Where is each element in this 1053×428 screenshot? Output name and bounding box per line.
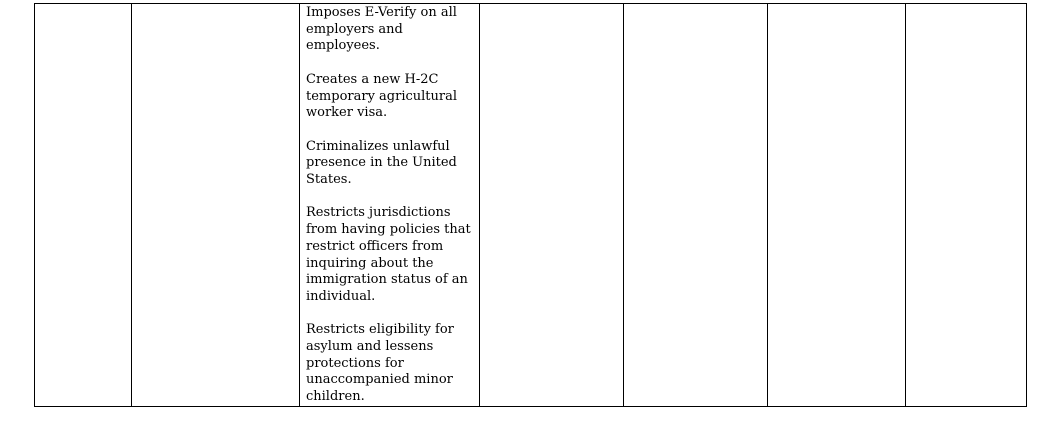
- provision-paragraph-everify: Imposes E-Verify on all employers and employees.: [306, 5, 457, 54]
- table-cell-col6: [768, 4, 906, 407]
- cell-text-block: [300, 4, 479, 406]
- provision-paragraph-jurisdictions: Restricts jurisdictions from having policies that restrict officers from inquiring about the immigration status of an individual.: [306, 205, 471, 304]
- provision-paragraph-unlawful-presence: Criminalizes unlawful presence in the United States.: [306, 138, 457, 187]
- table-cell-col3: [300, 4, 480, 407]
- table-cell-col5: [624, 4, 768, 407]
- table-row: [35, 4, 1027, 407]
- table-cell-col2: [132, 4, 300, 407]
- table-cell-col4: [480, 4, 624, 407]
- document-table: [34, 3, 1027, 407]
- provision-paragraph-h2c-visa: Creates a new H-2C temporary agricultural worker visa.: [306, 71, 458, 121]
- table-cell-col1: [35, 4, 132, 407]
- table-cell-col7: [906, 4, 1027, 407]
- provision-paragraph-asylum: Restricts eligibility for asylum and lessens protections for unaccompanied minor children.: [306, 322, 454, 405]
